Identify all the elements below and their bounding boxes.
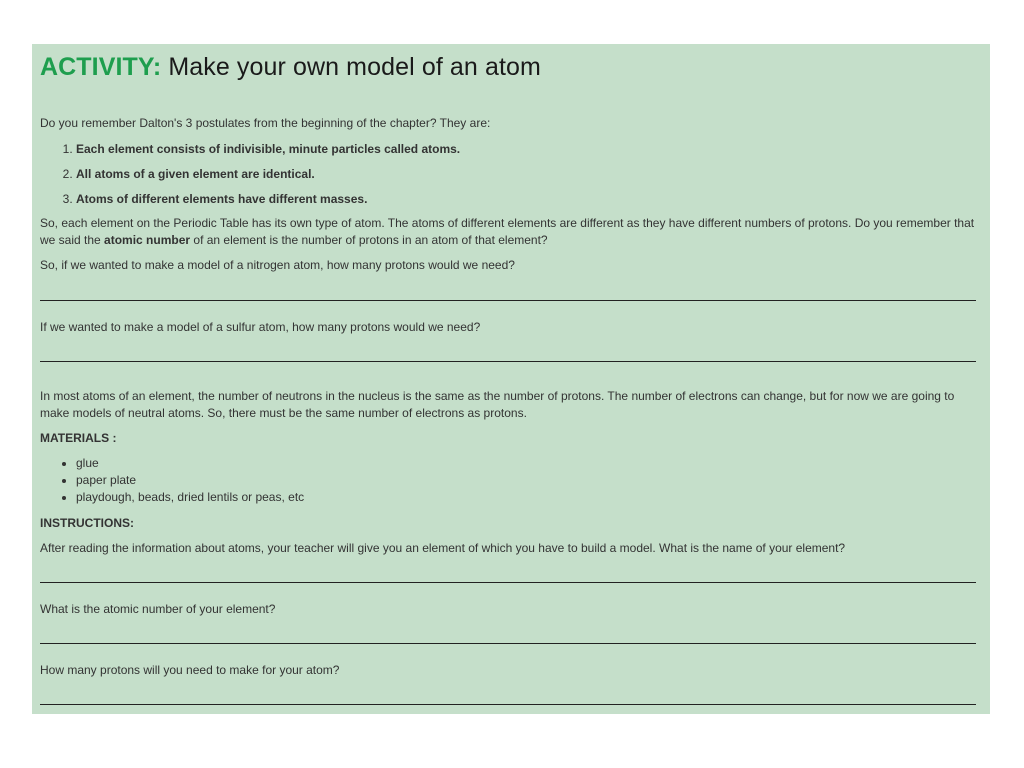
postulate-item: 2. All atoms of a given element are identical. <box>76 166 976 183</box>
postulate-item: 3. Atoms of different elements have different masses. <box>76 191 976 208</box>
postulate-item: 1. Each element consists of indivisible, minute particles called atoms. <box>76 141 976 158</box>
answer-line-protons[interactable] <box>40 704 976 705</box>
question-nitrogen: So, if we wanted to make a model of a nitrogen atom, how many protons would we need? <box>40 258 515 272</box>
answer-line-element-name[interactable] <box>40 582 976 583</box>
answer-line-atomic-number[interactable] <box>40 643 976 644</box>
activity-heading <box>40 53 976 82</box>
periodic-table-paragraph <box>40 215 976 249</box>
instructions-heading: INSTRUCTIONS: <box>40 516 134 530</box>
material-item: • playdough, beads, dried lentils or peas, etc <box>76 489 976 506</box>
neutrons-paragraph: In most atoms of an element, the number of neutrons in the nucleus is the same as the number of protons. The number of electrons can change, but for now we are going to make models of neutral atoms. So, there must be the same number of electrons as protons. <box>40 389 955 420</box>
postulates-list <box>40 141 976 208</box>
question-sulfur: If we wanted to make a model of a sulfur atom, how many protons would we need? <box>40 320 481 334</box>
activity-panel <box>32 44 990 714</box>
paragraph-text: of an element is the number of protons in an atom of that element? <box>190 233 548 247</box>
activity-label: ACTIVITY: <box>40 53 162 81</box>
atomic-number-term: atomic number <box>104 233 191 247</box>
question-atomic-number: What is the atomic number of your element? <box>40 602 276 616</box>
materials-list <box>40 455 976 506</box>
intro-text: Do you remember Dalton's 3 postulates from the beginning of the chapter? They are: <box>40 116 491 130</box>
materials-heading: MATERIALS : <box>40 431 117 445</box>
question-element-name: After reading the information about atoms, your teacher will give you an element of which you have to build a model. What is the name of your element? <box>40 541 846 555</box>
answer-line-nitrogen[interactable] <box>40 300 976 301</box>
material-item: • glue <box>76 455 976 472</box>
answer-line-sulfur[interactable] <box>40 361 976 362</box>
activity-title: Make your own model of an atom <box>168 53 541 81</box>
material-item: • paper plate <box>76 472 976 489</box>
question-protons: How many protons will you need to make for your atom? <box>40 663 340 677</box>
paragraph-text: So, each element on the Periodic Table has its own type of atom. The atoms of different elements are different as they have different numbers of protons. Do you remember that we said the <box>40 216 975 247</box>
